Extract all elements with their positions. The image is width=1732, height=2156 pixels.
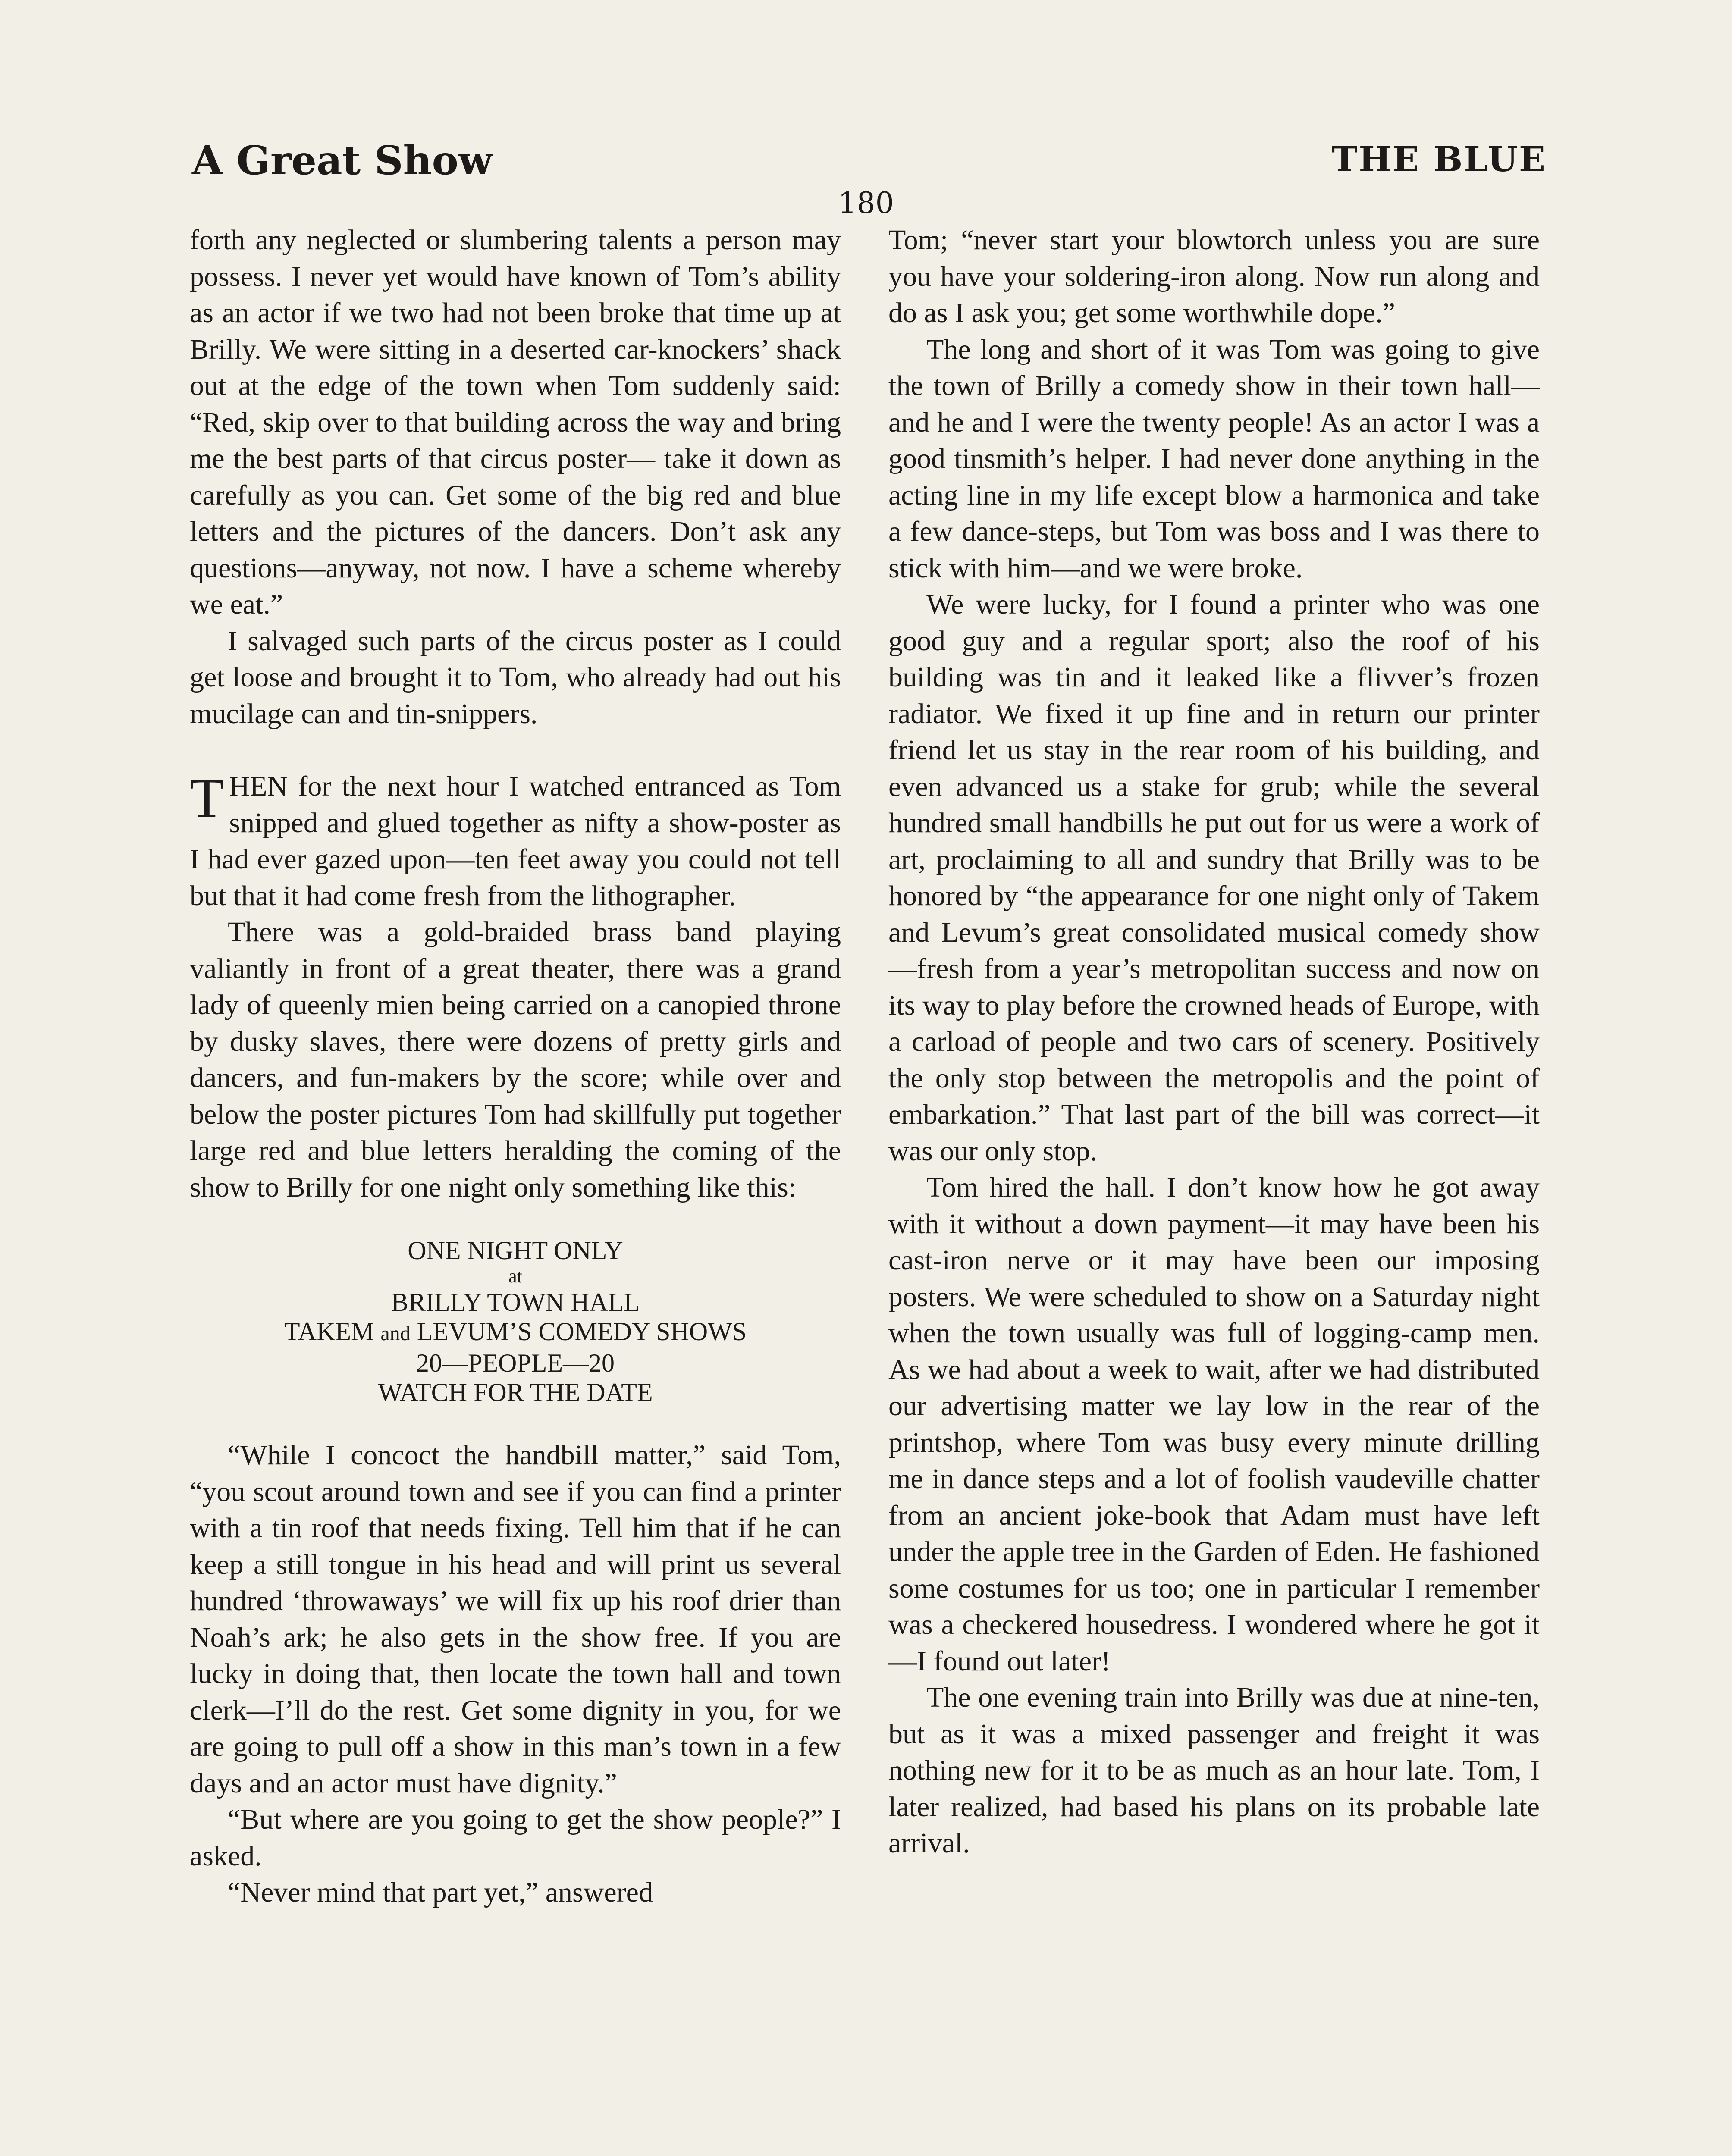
left-column — [190, 222, 841, 1911]
paragraph: Tom hired the hall. I don’t know how he got away with it without a down payment—it may have been his cast-iron nerve or it may have been our imposing posters. We were scheduled to show on a Saturday night when the town usually was full of logging-camp men. As we had about a week to wait, after we had distributed our advertising matter we lay low in the rear of the printshop, where Tom was busy every minute drilling me in dance steps and a lot of foolish vaudeville chatter from an ancient joke-book that Adam must have left under the apple tree in the Garden of Eden. He fashioned some costumes for us too; one in particular I remember was a checkered housedress. I wondered where he got it—I found out later! — [888, 1172, 1540, 1677]
poster-line: at — [508, 1266, 522, 1287]
poster-line: BRILLY TOWN HALL — [391, 1288, 640, 1316]
poster-word: LEVUM’S COMEDY SHOWS — [417, 1317, 747, 1346]
paragraph — [190, 768, 841, 914]
paragraph: forth any neglected or slumbering talents a person may possess. I never yet would have known of Tom’s ability as an actor if we two had not been broke that time up at Brilly. We were sitting in a deserted car-knockers’ shack out at the edge of the town when Tom suddenly said: “Red, skip over to that building across the way and bring me the best parts of that circus poster— take it down as carefully as you can. Get some of the big red and blue letters and the pictures of the dancers. Don’t ask any questions—anyway, not now. I have a scheme whereby we eat.” — [190, 224, 841, 620]
story-title: A Great Show — [192, 137, 493, 184]
drop-cap: T — [190, 767, 224, 829]
paragraph: We were lucky, for I found a printer who was one good guy and a regular sport; also the roof of his building was tin and it leaked like a flivver’s frozen radiator. We fixed it up fine and in return our printer friend let us stay in the rear room of his building, and even advanced us a stake for grub; while the several hundred small handbills he put out for us were a work of art, proclaiming to all and sundry that Brilly was to be honored by “the appearance for one night only of Takem and Levum’s great consolidated musical comedy show—fresh from a year’s metropolitan success and now on its way to play before the crowned heads of Europe, with a carload of people and two cars of scenery. Positively the only stop between the metropolis and the point of embarkation.” That last part of the bill was correct—it was our only stop. — [888, 589, 1540, 1167]
paragraph: The long and short of it was Tom was going to give the town of Brilly a comedy show in their town hall—and he and I were the twenty people! As an actor I was a good tinsmith’s helper. I had never done anything in the acting line in my life except blow a harmonica and take a few dance-steps, but Tom was boss and I was there to stick with him—and we were broke. — [888, 333, 1540, 584]
poster-line: 20—PEOPLE—20 — [416, 1349, 615, 1377]
poster-word: TAKEM — [284, 1317, 374, 1346]
poster-line: ONE NIGHT ONLY — [408, 1236, 623, 1265]
paragraph: I salvaged such parts of the circus poster as I could get loose and brought it to Tom, who already had out his mucilage can and tin-snippers. — [190, 625, 841, 730]
poster-line: WATCH FOR THE DATE — [378, 1378, 653, 1407]
paragraph: “Never mind that part yet,” answered — [228, 1877, 653, 1908]
poster-line — [190, 1317, 841, 1348]
magazine-title: THE BLUE — [1331, 139, 1547, 179]
paragraph: Tom; “never start your blowtorch unless you are sure you have your soldering-iron along. Now run along and do as I ask you; get some worthwhile dope.” — [888, 224, 1540, 329]
paragraph-text: HEN for the next hour I watched entranced as Tom snipped and glued together as nifty a show-poster as I had ever gazed upon—ten feet away you could not tell but that it had come fresh from the lithographer. — [190, 771, 841, 912]
paragraph: “But where are you going to get the show people?” I asked. — [190, 1804, 841, 1872]
paragraph: “While I concoct the handbill matter,” said Tom, “you scout around town and see if you can find a printer with a tin roof that needs fixing. Tell him that if he can keep a still tongue in his head and will print us several hundred ‘throwaways’ we will fix up his roof drier than Noah’s ark; he also gets in the show free. If you are lucky in doing that, then locate the town hall and town clerk—I’ll do the rest. Get some dignity in you, for we are going to pull off a show in this man’s town in a few days and an actor must have dignity.” — [190, 1439, 841, 1799]
poster-word: and — [380, 1322, 411, 1345]
right-column — [888, 222, 1540, 1862]
page-number: 180 — [838, 186, 894, 220]
paragraph: There was a gold-braided brass band playing valiantly in front of a great theater, there was a grand lady of queenly mien being carried on a canopied throne by dusky slaves, there were dozens of pretty girls and dancers, and fun-makers by the score; while over and below the poster pictures Tom had skillfully put together large red and blue letters heralding the coming of the show to Brilly for one night only something like this: — [190, 916, 841, 1203]
poster-text-block — [190, 1236, 841, 1407]
paragraph: The one evening train into Brilly was due at nine-ten, but as it was a mixed passenger and freight it was nothing new for it to be as much as an hour late. Tom, I later realized, had based his plans on its probable late arrival. — [888, 1682, 1540, 1859]
